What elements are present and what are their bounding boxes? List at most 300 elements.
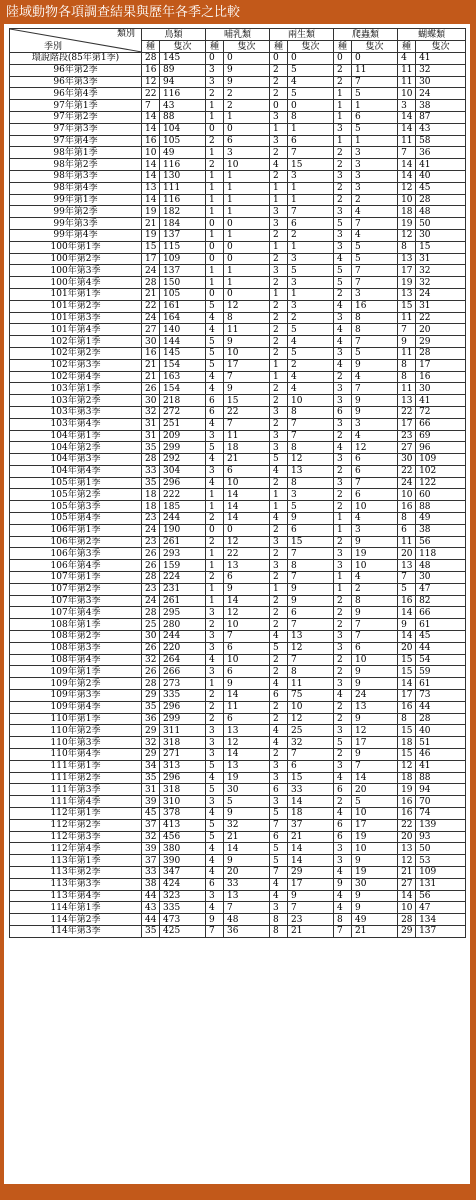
value-cell: 15 [142, 241, 160, 253]
value-cell: 2 [270, 524, 288, 536]
survey-table [9, 28, 466, 938]
value-cell: 2 [288, 359, 334, 371]
value-cell: 10 [288, 395, 334, 407]
value-cell: 14 [398, 607, 416, 619]
value-cell: 32 [288, 737, 334, 749]
value-cell: 15 [288, 772, 334, 784]
season-cell: 113年第3季 [10, 878, 142, 890]
value-cell: 8 [398, 713, 416, 725]
value-cell: 1 [334, 135, 352, 147]
value-cell: 36 [142, 713, 160, 725]
season-cell: 97年第2季 [10, 111, 142, 123]
value-cell: 6 [334, 406, 352, 418]
season-cell: 97年第3季 [10, 123, 142, 135]
value-cell: 14 [398, 111, 416, 123]
value-cell: 3 [334, 383, 352, 395]
value-cell: 45 [142, 808, 160, 820]
value-cell: 2 [270, 395, 288, 407]
value-cell: 27 [142, 324, 160, 336]
value-cell: 6 [352, 489, 398, 501]
value-cell: 8 [352, 595, 398, 607]
season-cell: 101年第4季 [10, 324, 142, 336]
season-cell: 102年第1季 [10, 336, 142, 348]
value-cell: 38 [416, 524, 466, 536]
value-cell: 5 [334, 218, 352, 230]
sub-header-count: 隻次 [224, 41, 270, 53]
table-row [10, 135, 466, 147]
value-cell: 116 [160, 159, 206, 171]
value-cell: 4 [352, 513, 398, 525]
value-cell: 31 [142, 430, 160, 442]
value-cell: 4 [270, 678, 288, 690]
season-cell: 112年第1季 [10, 808, 142, 820]
value-cell: 0 [288, 53, 334, 65]
value-cell: 413 [160, 819, 206, 831]
value-cell: 1 [270, 359, 288, 371]
value-cell: 11 [288, 678, 334, 690]
value-cell: 2 [270, 595, 288, 607]
value-cell: 19 [398, 277, 416, 289]
value-cell: 26 [142, 666, 160, 678]
value-cell: 24 [142, 524, 160, 536]
table-row [10, 678, 466, 690]
table-row [10, 241, 466, 253]
value-cell: 24 [416, 88, 466, 100]
value-cell: 10 [224, 619, 270, 631]
value-cell: 13 [224, 760, 270, 772]
value-cell: 115 [160, 241, 206, 253]
value-cell: 4 [206, 808, 224, 820]
value-cell: 2 [270, 701, 288, 713]
value-cell: 4 [334, 866, 352, 878]
value-cell: 2 [206, 713, 224, 725]
value-cell: 23 [142, 583, 160, 595]
value-cell: 3 [206, 607, 224, 619]
value-cell: 3 [206, 737, 224, 749]
value-cell: 4 [288, 336, 334, 348]
value-cell: 109 [160, 253, 206, 265]
table-row [10, 88, 466, 100]
value-cell: 1 [334, 513, 352, 525]
value-cell: 7 [206, 925, 224, 937]
value-cell: 1 [270, 489, 288, 501]
value-cell: 82 [416, 595, 466, 607]
value-cell: 9 [352, 359, 398, 371]
value-cell: 0 [224, 288, 270, 300]
value-cell: 304 [160, 465, 206, 477]
value-cell: 12 [398, 855, 416, 867]
season-cell: 108年第3季 [10, 642, 142, 654]
value-cell: 16 [398, 501, 416, 513]
season-cell: 103年第1季 [10, 383, 142, 395]
value-cell: 1 [224, 265, 270, 277]
value-cell: 11 [398, 347, 416, 359]
season-cell: 111年第2季 [10, 772, 142, 784]
value-cell: 122 [416, 477, 466, 489]
value-cell: 5 [270, 843, 288, 855]
table-row [10, 300, 466, 312]
value-cell: 36 [416, 147, 466, 159]
value-cell: 3 [334, 123, 352, 135]
season-cell: 99年第2季 [10, 206, 142, 218]
value-cell: 31 [142, 418, 160, 430]
value-cell: 19 [224, 772, 270, 784]
value-cell: 40 [416, 170, 466, 182]
value-cell: 2 [270, 383, 288, 395]
value-cell: 5 [334, 277, 352, 289]
value-cell: 12 [398, 229, 416, 241]
table-row [10, 395, 466, 407]
value-cell: 21 [142, 218, 160, 230]
value-cell: 1 [206, 548, 224, 560]
table-row [10, 737, 466, 749]
value-cell: 50 [416, 843, 466, 855]
table-row [10, 159, 466, 171]
value-cell: 1 [270, 123, 288, 135]
value-cell: 24 [416, 288, 466, 300]
value-cell: 4 [334, 808, 352, 820]
value-cell: 26 [142, 383, 160, 395]
value-cell: 7 [288, 619, 334, 631]
value-cell: 1 [270, 194, 288, 206]
table-body [10, 53, 466, 938]
value-cell: 5 [352, 347, 398, 359]
table-row [10, 902, 466, 914]
value-cell: 1 [334, 524, 352, 536]
value-cell: 28 [416, 713, 466, 725]
season-cell: 110年第3季 [10, 737, 142, 749]
value-cell: 7 [288, 548, 334, 560]
value-cell: 4 [206, 843, 224, 855]
season-cell: 109年第3季 [10, 690, 142, 702]
value-cell: 7 [398, 147, 416, 159]
value-cell: 12 [224, 607, 270, 619]
season-cell: 106年第3季 [10, 548, 142, 560]
value-cell: 15 [398, 666, 416, 678]
value-cell: 6 [288, 607, 334, 619]
value-cell: 20 [398, 548, 416, 560]
value-cell: 66 [416, 418, 466, 430]
table-row [10, 430, 466, 442]
value-cell: 2 [352, 194, 398, 206]
value-cell: 7 [288, 430, 334, 442]
value-cell: 13 [224, 560, 270, 572]
season-cell: 105年第1季 [10, 477, 142, 489]
value-cell: 6 [398, 524, 416, 536]
value-cell: 1 [224, 277, 270, 289]
season-cell: 113年第1季 [10, 855, 142, 867]
value-cell: 44 [142, 890, 160, 902]
value-cell: 16 [416, 371, 466, 383]
value-cell: 61 [416, 619, 466, 631]
value-cell: 50 [416, 218, 466, 230]
value-cell: 116 [160, 88, 206, 100]
table-row [10, 725, 466, 737]
season-cell: 97年第1季 [10, 100, 142, 112]
value-cell: 145 [160, 53, 206, 65]
value-cell: 21 [288, 925, 334, 937]
value-cell: 14 [142, 123, 160, 135]
value-cell: 2 [334, 147, 352, 159]
value-cell: 137 [416, 925, 466, 937]
value-cell: 2 [334, 713, 352, 725]
value-cell: 5 [288, 64, 334, 76]
value-cell: 3 [270, 218, 288, 230]
value-cell: 4 [270, 159, 288, 171]
table-row [10, 100, 466, 112]
value-cell: 7 [352, 383, 398, 395]
season-cell: 102年第2季 [10, 347, 142, 359]
value-cell: 23 [142, 513, 160, 525]
value-cell: 8 [398, 359, 416, 371]
value-cell: 6 [352, 465, 398, 477]
value-cell: 53 [416, 855, 466, 867]
value-cell: 7 [352, 336, 398, 348]
value-cell: 6 [270, 784, 288, 796]
value-cell: 6 [288, 135, 334, 147]
value-cell: 4 [206, 772, 224, 784]
value-cell: 10 [352, 654, 398, 666]
value-cell: 24 [352, 690, 398, 702]
value-cell: 335 [160, 902, 206, 914]
value-cell: 3 [334, 395, 352, 407]
value-cell: 32 [416, 64, 466, 76]
season-cell: 101年第1季 [10, 288, 142, 300]
value-cell: 4 [206, 477, 224, 489]
value-cell: 7 [224, 418, 270, 430]
season-cell: 100年第3季 [10, 265, 142, 277]
value-cell: 9 [352, 713, 398, 725]
value-cell: 24 [142, 595, 160, 607]
value-cell: 9 [352, 678, 398, 690]
value-cell: 280 [160, 619, 206, 631]
value-cell: 19 [142, 206, 160, 218]
value-cell: 6 [224, 135, 270, 147]
value-cell: 7 [270, 819, 288, 831]
value-cell: 318 [160, 784, 206, 796]
value-cell: 118 [416, 548, 466, 560]
value-cell: 13 [352, 701, 398, 713]
value-cell: 2 [206, 701, 224, 713]
value-cell: 8 [270, 914, 288, 926]
table-row [10, 560, 466, 572]
table-row [10, 324, 466, 336]
value-cell: 10 [398, 489, 416, 501]
season-cell: 107年第1季 [10, 572, 142, 584]
value-cell: 6 [224, 642, 270, 654]
season-cell: 106年第4季 [10, 560, 142, 572]
value-cell: 0 [206, 218, 224, 230]
value-cell: 3 [206, 666, 224, 678]
value-cell: 12 [288, 642, 334, 654]
value-cell: 4 [206, 312, 224, 324]
value-cell: 32 [416, 265, 466, 277]
value-cell: 28 [142, 607, 160, 619]
value-cell: 390 [160, 855, 206, 867]
value-cell: 3 [206, 465, 224, 477]
value-cell: 14 [398, 170, 416, 182]
sub-header-count: 隻次 [288, 41, 334, 53]
season-cell: 110年第1季 [10, 713, 142, 725]
season-cell: 98年第3季 [10, 170, 142, 182]
value-cell: 15 [398, 725, 416, 737]
value-cell: 164 [160, 312, 206, 324]
table-row [10, 442, 466, 454]
value-cell: 3 [206, 430, 224, 442]
value-cell: 58 [416, 135, 466, 147]
value-cell: 47 [416, 902, 466, 914]
value-cell: 7 [142, 100, 160, 112]
value-cell: 41 [416, 53, 466, 65]
value-cell: 4 [352, 572, 398, 584]
value-cell: 0 [206, 123, 224, 135]
value-cell: 6 [224, 713, 270, 725]
table-row [10, 631, 466, 643]
value-cell: 299 [160, 713, 206, 725]
value-cell: 3 [270, 265, 288, 277]
value-cell: 11 [398, 536, 416, 548]
value-cell: 2 [334, 64, 352, 76]
value-cell: 11 [398, 64, 416, 76]
value-cell: 21 [288, 831, 334, 843]
value-cell: 159 [160, 560, 206, 572]
value-cell: 16 [398, 595, 416, 607]
value-cell: 2 [270, 607, 288, 619]
value-cell: 1 [270, 501, 288, 513]
value-cell: 14 [398, 678, 416, 690]
value-cell: 2 [270, 170, 288, 182]
value-cell: 8 [288, 560, 334, 572]
value-cell: 1 [206, 194, 224, 206]
value-cell: 73 [416, 690, 466, 702]
value-cell: 19 [352, 866, 398, 878]
value-cell: 6 [270, 690, 288, 702]
value-cell: 3 [206, 749, 224, 761]
season-cell: 101年第2季 [10, 300, 142, 312]
value-cell: 2 [270, 277, 288, 289]
value-cell: 9 [352, 855, 398, 867]
value-cell: 296 [160, 701, 206, 713]
value-cell: 18 [142, 501, 160, 513]
value-cell: 0 [206, 53, 224, 65]
value-cell: 140 [160, 324, 206, 336]
value-cell: 154 [160, 383, 206, 395]
value-cell: 218 [160, 395, 206, 407]
value-cell: 7 [288, 418, 334, 430]
group-header-butterflies: 蝴蝶類 [398, 29, 466, 41]
value-cell: 3 [334, 631, 352, 643]
value-cell: 3 [206, 76, 224, 88]
value-cell: 3 [270, 430, 288, 442]
value-cell: 15 [416, 241, 466, 253]
table-row [10, 619, 466, 631]
value-cell: 9 [352, 666, 398, 678]
value-cell: 7 [224, 631, 270, 643]
value-cell: 14 [224, 749, 270, 761]
season-cell: 97年第4季 [10, 135, 142, 147]
table-row [10, 572, 466, 584]
table-row [10, 477, 466, 489]
value-cell: 4 [270, 737, 288, 749]
value-cell: 4 [288, 371, 334, 383]
value-cell: 14 [224, 843, 270, 855]
value-cell: 9 [352, 536, 398, 548]
value-cell: 425 [160, 925, 206, 937]
value-cell: 49 [352, 914, 398, 926]
value-cell: 296 [160, 477, 206, 489]
season-cell: 100年第4季 [10, 277, 142, 289]
value-cell: 378 [160, 808, 206, 820]
value-cell: 1 [224, 206, 270, 218]
value-cell: 1 [206, 182, 224, 194]
value-cell: 16 [352, 300, 398, 312]
value-cell: 2 [334, 619, 352, 631]
season-cell: 98年第4季 [10, 182, 142, 194]
value-cell: 5 [206, 347, 224, 359]
sub-header-species: 種 [334, 41, 352, 53]
value-cell: 11 [398, 76, 416, 88]
value-cell: 94 [160, 76, 206, 88]
value-cell: 32 [142, 831, 160, 843]
value-cell: 25 [288, 725, 334, 737]
value-cell: 4 [334, 336, 352, 348]
value-cell: 144 [160, 336, 206, 348]
value-cell: 209 [160, 430, 206, 442]
value-cell: 2 [206, 88, 224, 100]
value-cell: 28 [142, 277, 160, 289]
table-row [10, 843, 466, 855]
value-cell: 3 [288, 253, 334, 265]
value-cell: 3 [270, 536, 288, 548]
value-cell: 13 [142, 182, 160, 194]
value-cell: 0 [270, 53, 288, 65]
value-cell: 39 [142, 796, 160, 808]
value-cell: 37 [142, 819, 160, 831]
value-cell: 14 [142, 111, 160, 123]
value-cell: 48 [416, 206, 466, 218]
value-cell: 184 [160, 218, 206, 230]
value-cell: 22 [398, 406, 416, 418]
table-row [10, 489, 466, 501]
table-row [10, 583, 466, 595]
value-cell: 8 [288, 111, 334, 123]
value-cell: 3 [334, 241, 352, 253]
value-cell: 18 [398, 772, 416, 784]
value-cell: 313 [160, 760, 206, 772]
value-cell: 26 [142, 642, 160, 654]
value-cell: 16 [398, 808, 416, 820]
value-cell: 4 [288, 383, 334, 395]
value-cell: 4 [334, 359, 352, 371]
value-cell: 4 [398, 53, 416, 65]
value-cell: 18 [224, 442, 270, 454]
value-cell: 12 [398, 182, 416, 194]
value-cell: 5 [398, 583, 416, 595]
value-cell: 131 [416, 878, 466, 890]
value-cell: 74 [416, 808, 466, 820]
value-cell: 10 [224, 654, 270, 666]
value-cell: 4 [334, 890, 352, 902]
value-cell: 6 [352, 111, 398, 123]
value-cell: 10 [398, 194, 416, 206]
value-cell: 51 [416, 737, 466, 749]
value-cell: 104 [160, 123, 206, 135]
value-cell: 4 [334, 324, 352, 336]
value-cell: 5 [334, 265, 352, 277]
value-cell: 21 [142, 371, 160, 383]
value-cell: 13 [398, 395, 416, 407]
value-cell: 22 [398, 465, 416, 477]
